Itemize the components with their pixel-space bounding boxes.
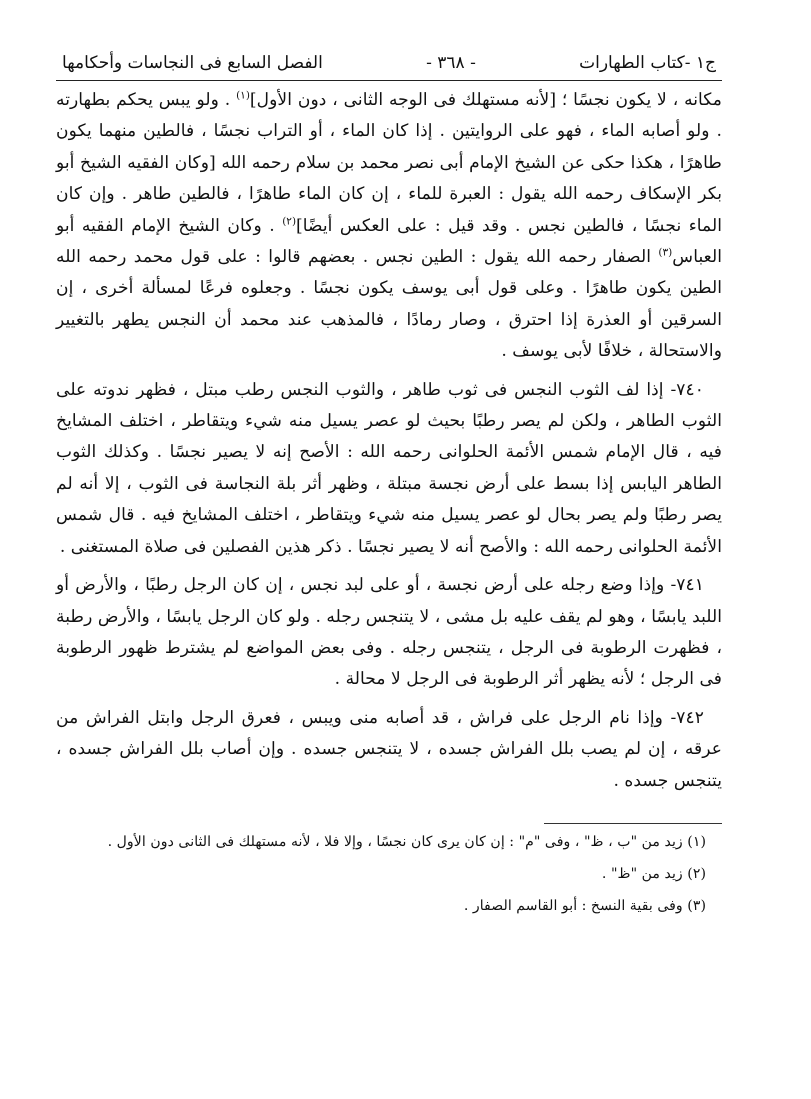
chapter-title: الفصل السابع فى النجاسات وأحكامها bbox=[62, 53, 323, 73]
paragraph-1-text-a: مكانه ، لا يكون نجسًا ؛ [لأنه مستهلك فى الوجه الثانى ، دون الأول] bbox=[249, 90, 722, 110]
paragraph-1-text-c: . وكان الشيخ الإمام الفقيه أبو العباس bbox=[56, 215, 722, 268]
paragraph-1-text-b: . ولو يبس يحكم بطهارته . ولو أصابه الماء ، فهو على الروايتين . إذا كان الماء ، أو التراب نجسًا ، فالطين منهما يكون طاهرًا ، هكذا حكى عن الشيخ الإمام أبى نصر محمد بن سلام رحمه الله [وكان الفقيه الشيخ أبو بكر الإسكاف رحمه الله يقول : العبرة للماء ، إن كان الماء طاهرًا ، فالطين طاهر . وإن كان الماء نجسًا ، فالطين نجس . وقد قيل : على العكس أيضًا] bbox=[56, 90, 722, 236]
footnote-1: (١) زيد من "ب ، ظ" ، وفى "م" : إن كان يرى كان نجسًا ، وإلا فلا ، لأنه مستهلك فى الثانى دون الأول . bbox=[107, 833, 706, 850]
footnote-ref-2: (٢) bbox=[282, 214, 297, 227]
paragraph-741-text: وإذا وضع رجله على أرض نجسة ، أو على لبد نجس ، إن كان الرجل رطبًا ، والأرض أو اللبد يابسًا ، وهو لم يقف عليه بل مشى ، لا يتنجس رجله . ولو كان الرجل يابسًا ، والأرض رطبة ، فظهرت الرطوبة فى الرجل ، يتنجس رجله . وفى بعض المواضع لم يشترط ظهور الرطوبة فى الرجل ؛ لأنه يظهر أثر الرطوبة فى الرجل لا محالة . bbox=[56, 575, 722, 690]
paragraph-1-text-d: الصفار رحمه الله يقول : الطين نجس . بعضهم قالوا : على قول محمد رحمه الله الطين يكون طاهرًا . وعلى قول أبى يوسف يكون نجسًا . وجعلوه فرعًا لمسألة أخرى ، إن السرقين أو العذرة إذا احترق ، وصار رمادًا ، فالمذهب عند محمد أن النجس يطهر بالتغيير والاستحالة ، خلافًا لأبى يوسف . bbox=[56, 247, 722, 362]
footnote-2: (٢) زيد من "ظ" . bbox=[601, 865, 706, 882]
paragraph-742 bbox=[56, 703, 722, 797]
page-number: - ٣٦٨ - bbox=[426, 53, 476, 73]
paragraph-number-740: ٧٤٠- bbox=[670, 379, 704, 400]
paragraph-740 bbox=[56, 375, 722, 563]
paragraph-1 bbox=[56, 85, 722, 368]
footnote-separator bbox=[544, 823, 722, 824]
main-text bbox=[56, 85, 722, 797]
paragraph-number-742: ٧٤٢- bbox=[670, 707, 704, 728]
paragraph-number-741: ٧٤١- bbox=[670, 575, 704, 596]
running-header bbox=[56, 50, 722, 81]
footnote-3: (٣) وفى بقية النسخ : أبو القاسم الصفار . bbox=[463, 897, 706, 914]
footnote-ref-3: (٣) bbox=[658, 246, 673, 259]
paragraph-742-text: وإذا نام الرجل على فراش ، قد أصابه منى ويبس ، فعرق الرجل وابتل الفراش من عرقه ، إن لم يصب بلل الفراش جسده ، لا يتنجس جسده . وإن أصاب بلل الفراش جسده ، يتنجس جسده . bbox=[56, 707, 722, 791]
paragraph-740-text: إذا لف الثوب النجس فى ثوب طاهر ، والثوب النجس رطب مبتل ، فظهر ندوته على الثوب الطاهر ، ولكن لم يصر رطبًا بحيث لو عصر يسيل منه شيء ويتقاطر ، اختلف المشايخ فيه ، قال الإمام شمس الأئمة الحلوانى رحمه الله : الأصح إنه لا يصير نجسًا . وكذلك الثوب الطاهر اليابس إذا بسط على أرض نجسة مبتلة ، وظهر أثر بلة النجاسة فى الثوب ، إلا أنه لم يصر رطبًا ولم يصر بحال لو عصر يسيل منه شيء ويتقاطر ، اختلف المشايخ فيه . قال شمس الأئمة الحلوانى رحمه الله : والأصح أنه لا يصير نجسًا . ذكر هذين الفصلين فى صلاة المستغنى . bbox=[56, 379, 722, 557]
document-page bbox=[56, 50, 722, 926]
book-title: ج١ -كتاب الطهارات bbox=[579, 53, 716, 73]
footnotes bbox=[56, 830, 722, 918]
footnote-ref-1: (١) bbox=[236, 89, 250, 102]
paragraph-741 bbox=[56, 570, 722, 696]
